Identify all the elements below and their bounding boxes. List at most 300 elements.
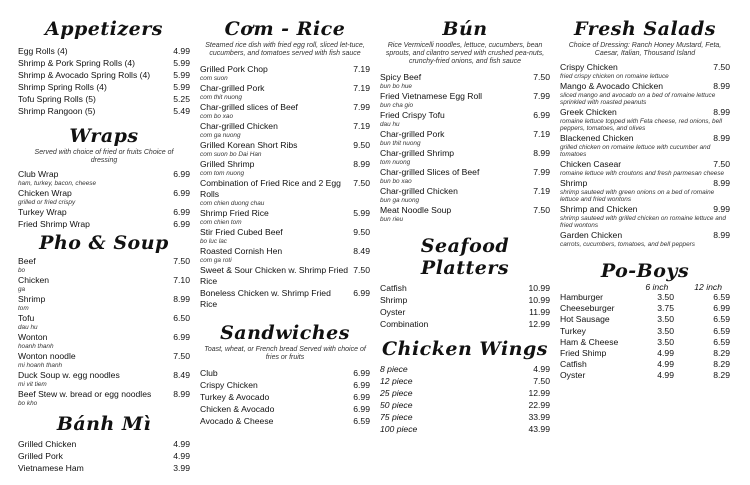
poboy-price-6inch: 4.99 (657, 348, 674, 359)
poboy-name: Hot Sausage (560, 314, 610, 325)
menu-item-name: Mango & Avocado Chicken (560, 81, 664, 91)
wings-list (380, 364, 550, 435)
menu-item-price: 8.99 (713, 81, 730, 91)
menu-item-name: Greek Chicken (560, 107, 617, 117)
poboy-price-12inch: 6.59 (713, 292, 730, 302)
menu-item-name: Grilled Korean Short Ribs (200, 140, 298, 150)
menu-item-row (18, 256, 190, 267)
menu-item-desc: bun bo xao (380, 178, 412, 185)
menu-item-name: 50 piece (380, 400, 413, 410)
menu-item-price: 4.99 (533, 364, 550, 374)
menu-item-name: Vietnamese Ham (18, 463, 84, 473)
menu-item-row (380, 283, 550, 294)
menu-item-price: 8.99 (173, 294, 190, 304)
poboy-name: Hamburger (560, 292, 603, 302)
menu-item-price: 7.50 (353, 178, 370, 188)
menu-item-name: Tofu Spring Rolls (5) (18, 94, 96, 104)
menu-item-name: Chicken Casear (560, 159, 622, 169)
poboy-price-6inch: 3.75 (657, 303, 674, 314)
menu-item-price: 8.99 (713, 178, 730, 188)
menu-item-price: 7.99 (353, 102, 370, 112)
menu-item-price: 7.50 (173, 351, 190, 361)
column-1 (18, 0, 190, 475)
menu-item (18, 389, 190, 407)
poboy-price-6inch: 4.99 (657, 370, 674, 381)
salads-heading: Fresh Salads (574, 18, 716, 40)
menu-item (380, 148, 550, 166)
menu-item-desc: sliced mango and avocado on a bed of romaine lettuce sprinkled with roasted peanuts (560, 92, 716, 106)
menu-item-name: Crispy Chicken (560, 62, 618, 72)
menu-item (200, 416, 370, 427)
menu-item-desc: com chien duong chau (200, 200, 265, 207)
poboy-row (560, 337, 730, 348)
menu-item (380, 186, 550, 204)
menu-item-price: 4.99 (173, 46, 190, 56)
menu-item-price: 6.99 (533, 110, 550, 120)
menu-item (560, 204, 730, 229)
menu-item-desc: mi hoanh thanh (18, 362, 63, 369)
menu-item-name: 8 piece (380, 364, 408, 374)
menu-item-price: 9.99 (713, 204, 730, 214)
menu-item-name: Stir Fried Cubed Beef (200, 227, 283, 237)
menu-item (380, 307, 550, 318)
menu-item-desc: tom nuong (380, 159, 411, 166)
menu-item-price: 7.19 (353, 64, 370, 74)
menu-item-price: 8.99 (353, 159, 370, 169)
menu-item-name: Grilled Pork Chop (200, 64, 268, 74)
menu-item-name: Chicken (18, 275, 50, 285)
menu-item-row (200, 178, 370, 200)
menu-item-desc: hoanh thanh (18, 343, 54, 350)
menu-item-name: Combination (380, 319, 429, 329)
menu-item (18, 332, 190, 350)
menu-item-row (200, 416, 370, 427)
menu-item-price: 7.50 (173, 256, 190, 266)
seafood-heading: Seafood Platters (420, 235, 510, 279)
poboy-row (560, 359, 730, 370)
menu-item-name: 25 piece (380, 388, 413, 398)
menu-item-price: 7.19 (533, 186, 550, 196)
menu-item-name: Spicy Beef (380, 72, 422, 82)
poboy-price-6inch: 3.50 (657, 292, 674, 302)
menu-item-price: 6.99 (353, 380, 370, 390)
menu-item-row (200, 265, 370, 287)
poboy-name: Fried Shimp (560, 348, 607, 359)
menu-item-name: Roasted Cornish Hen (200, 246, 283, 256)
menu-item-name: Crispy Chicken (200, 380, 258, 390)
menu-item-price: 6.59 (353, 416, 370, 426)
menu-item-row (380, 110, 550, 121)
menu-item-price: 11.99 (529, 307, 550, 317)
menu-item-name: Chicken Wrap (18, 188, 72, 198)
column-2 (200, 0, 370, 428)
menu-item-row (380, 72, 550, 83)
menu-item-name: Char-grilled Pork (200, 83, 265, 93)
menu-item-row (18, 207, 190, 218)
sandwiches-list (200, 368, 370, 427)
poboy-name: Ham & Cheese (560, 336, 619, 347)
menu-item-name: Char-grilled Slices of Beef (380, 167, 480, 177)
menu-item-name: Fried Vietnamese Egg Roll (380, 91, 483, 101)
menu-item (380, 72, 550, 90)
menu-item-price: 7.50 (713, 62, 730, 72)
menu-item-row (200, 246, 370, 257)
menu-item-row (380, 129, 550, 140)
menu-item-name: 75 piece (380, 412, 413, 422)
column-3 (380, 0, 550, 436)
menu-item-name: Beef Stew w. bread or egg noodles (18, 389, 152, 399)
menu-item-desc: dau hu (380, 121, 400, 128)
menu-item (18, 351, 190, 369)
menu-item-price: 7.19 (533, 129, 550, 139)
menu-item-row (560, 133, 730, 144)
menu-item (18, 188, 190, 206)
menu-item (380, 283, 550, 294)
menu-item (18, 82, 190, 93)
menu-item-desc: grilled or fried crispy (18, 199, 76, 206)
menu-item-price: 8.99 (713, 133, 730, 143)
menu-item-desc: com suon bo Dai Han (200, 151, 262, 158)
poboy-price-12inch: 8.29 (713, 359, 730, 370)
menu-item-price: 8.99 (713, 230, 730, 240)
menu-item-price: 7.50 (533, 376, 550, 386)
appetizers-heading: Appetizers (45, 18, 163, 40)
menu-item-price: 6.99 (173, 332, 190, 342)
menu-item (380, 295, 550, 306)
menu-item-price: 5.49 (173, 106, 190, 116)
menu-item-price: 6.99 (173, 219, 190, 229)
menu-item-price: 12.99 (528, 319, 550, 329)
menu-item (380, 412, 550, 423)
menu-item-row (380, 400, 550, 411)
menu-item (200, 368, 370, 379)
menu-item-name: Turkey & Avocado (200, 392, 270, 402)
menu-item-name: Fried Crispy Tofu (380, 110, 445, 120)
menu-item-name: Char-grilled Shrimp (380, 148, 455, 158)
bun-heading: Bún (442, 18, 488, 40)
menu-item-row (560, 230, 730, 241)
menu-item-row (560, 62, 730, 73)
menu-item-name: Avocado & Cheese (200, 416, 274, 426)
menu-item-price: 9.50 (353, 227, 370, 237)
menu-item-row (18, 46, 190, 57)
menu-item-desc: com ga nuong (200, 132, 241, 139)
comrice-subtitle: Steamed rice dish with fried egg roll, sliced let-tuce, cucumbers, and tomatoes served with fish sauce (205, 42, 365, 57)
menu-item-name: Turkey Wrap (18, 207, 67, 217)
menu-item-price: 7.50 (533, 205, 550, 215)
menu-item-desc: carrots, cucumbers, tomatoes, and bell peppers (560, 241, 695, 248)
menu-item-desc: com thit nuong (200, 94, 242, 101)
menu-item-price: 6.99 (353, 368, 370, 378)
poboy-price-6inch: 4.99 (657, 359, 674, 370)
menu-item (200, 208, 370, 226)
menu-item-desc: com chien tom (200, 219, 242, 226)
menu-item-desc: romaine lettuce with croutons and fresh parmesan cheese (560, 170, 725, 177)
wraps-heading: Wraps (69, 125, 139, 147)
menu-item-row (200, 140, 370, 151)
menu-item-name: Wonton noodle (18, 351, 76, 361)
menu-item-name: Char-grilled slices of Beef (200, 102, 298, 112)
menu-item (560, 62, 730, 80)
comrice-heading: Cơm - Rice (224, 18, 346, 40)
poboy-row (560, 314, 730, 325)
menu-item (18, 451, 190, 462)
menu-item-price: 7.19 (353, 121, 370, 131)
menu-item (380, 400, 550, 411)
menu-item-desc: tom (18, 305, 29, 312)
menu-item-row (380, 186, 550, 197)
menu-item-price: 5.25 (173, 94, 190, 104)
menu-item-name: Fried Shrimp Wrap (18, 219, 90, 229)
menu-item-row (200, 83, 370, 94)
menu-item-price: 4.99 (173, 451, 190, 461)
menu-item-name: Char-grilled Chicken (380, 186, 458, 196)
menu-item-price: 5.99 (173, 82, 190, 92)
menu-item (200, 102, 370, 120)
menu-item-name: Sweet & Sour Chicken w. Shrimp Fried Rice (200, 265, 349, 286)
menu-item (380, 319, 550, 330)
menu-item-desc: com tom nuong (200, 170, 245, 177)
menu-item (18, 58, 190, 69)
menu-item-row (560, 204, 730, 215)
sandwiches-heading: Sandwiches (220, 322, 350, 344)
poboy-price-12inch: 6.59 (713, 336, 730, 347)
menu-item-price: 6.99 (173, 169, 190, 179)
wraps-subtitle: Served with choice of fried or fruits Choice of dressing (34, 149, 174, 164)
menu-item-desc: com suon (200, 75, 228, 82)
comrice-list (200, 64, 370, 310)
poboy-price-6inch: 3.50 (657, 325, 674, 336)
banhmi-heading: Bánh Mì (56, 413, 152, 435)
menu-item (380, 205, 550, 223)
menu-item-price: 7.19 (353, 83, 370, 93)
menu-item (200, 227, 370, 245)
menu-item-name: Shrimp Rangoon (5) (18, 106, 96, 116)
menu-item-row (560, 178, 730, 189)
menu-item-name: Duck Soup w. egg noodles (18, 370, 120, 380)
menu-item-price: 6.99 (173, 207, 190, 217)
menu-item-price: 5.99 (353, 208, 370, 218)
menu-item-desc: bo kho (18, 400, 38, 407)
menu-item-price: 8.49 (173, 370, 190, 380)
poboys-heading: Po-Boys (600, 260, 690, 282)
menu-item-row (200, 392, 370, 403)
menu-item-row (18, 294, 190, 305)
menu-item-row (380, 295, 550, 306)
menu-item-name: Club (200, 368, 218, 378)
menu-item-desc: com ga roti (200, 257, 232, 264)
menu-item (560, 178, 730, 203)
menu-item-row (380, 364, 550, 375)
menu-item-row (200, 102, 370, 113)
menu-item (18, 463, 190, 474)
menu-item-row (18, 451, 190, 462)
menu-item (200, 159, 370, 177)
menu-item (560, 133, 730, 158)
poboy-row (560, 303, 730, 314)
menu-item-price: 6.50 (173, 313, 190, 323)
menu-item-row (200, 64, 370, 75)
poboy-name: Turkey (560, 325, 586, 336)
menu-item-name: Wonton (18, 332, 48, 342)
poboy-name: Oyster (560, 370, 586, 381)
menu-item-price: 8.49 (353, 246, 370, 256)
menu-item (380, 91, 550, 109)
menu-item-row (18, 463, 190, 474)
menu-item-price: 7.50 (353, 265, 370, 275)
menu-item (200, 404, 370, 415)
menu-item-price: 6.99 (353, 404, 370, 414)
menu-item (200, 140, 370, 158)
salads-subtitle: Choice of Dressing: Ranch Honey Mustard, Feta, Caesar, Italian, Thousand Island (568, 42, 722, 57)
menu-item (200, 288, 370, 310)
menu-item (200, 265, 370, 287)
menu-item-desc: shrimp sauteed with green onions on a bed of romaine lettuce and fried wontons (560, 189, 715, 203)
poboys-col-12inch: 12 inch (694, 282, 722, 292)
menu-item-desc: bun cha gio (380, 102, 414, 109)
menu-item (200, 178, 370, 207)
menu-item (560, 81, 730, 106)
poboy-price-12inch: 8.29 (713, 370, 730, 381)
menu-item (18, 275, 190, 293)
menu-item-price: 6.99 (353, 288, 370, 298)
menu-item-price: 7.99 (533, 167, 550, 177)
salads-list (560, 62, 730, 248)
menu-item-desc: bo luc lac (200, 238, 227, 245)
menu-item-row (18, 169, 190, 180)
menu-item (18, 439, 190, 450)
menu-item-name: Tofu (18, 313, 35, 323)
menu-item-name: Shrimp and Chicken (560, 204, 638, 214)
poboy-price-12inch: 6.99 (713, 303, 730, 314)
poboy-price-12inch: 8.29 (713, 348, 730, 359)
bun-subtitle: Rice Vermicelli noodles, lettuce, cucumbers, bean sprouts, and cilantro served with crushed pea-nuts, crunchy-fried onions, and fish sauce (385, 42, 545, 65)
poboy-row (560, 370, 730, 381)
appetizers-list (18, 46, 190, 117)
seafood-list (380, 283, 550, 330)
menu-item-name: Blackened Chicken (560, 133, 634, 143)
menu-item-desc: shrimp sauteed with grilled chicken on romaine lettuce and fried wontons (560, 215, 726, 229)
menu-item-row (380, 412, 550, 423)
menu-item-name: 100 piece (380, 424, 418, 434)
menu-item-name: Shrimp Spring Rolls (4) (18, 82, 107, 92)
menu-item-row (200, 121, 370, 132)
menu-item-price: 3.99 (173, 463, 190, 473)
menu-item (18, 294, 190, 312)
column-4 (560, 0, 730, 382)
menu-item-desc: bun rieu (380, 216, 404, 223)
menu-item-price: 6.99 (173, 188, 190, 198)
menu-item-price: 10.99 (528, 295, 550, 305)
menu-item (380, 110, 550, 128)
menu-item-name: Shrimp Fried Rice (200, 208, 269, 218)
menu-item-row (560, 107, 730, 118)
menu-item-row (18, 389, 190, 400)
menu-item-row (380, 424, 550, 435)
menu-item (380, 424, 550, 435)
menu-item-desc: romaine lettuce topped with Feta cheese, red onions, bell peppers, tomatoes, and olives (560, 118, 722, 132)
menu-item-name: Char-grilled Pork (380, 129, 445, 139)
menu-item (18, 94, 190, 105)
menu-item-row (560, 159, 730, 170)
menu-item-row (18, 313, 190, 324)
menu-item (200, 392, 370, 403)
menu-item-row (200, 159, 370, 170)
menu-item-name: Beef (18, 256, 36, 266)
menu-item-row (18, 82, 190, 93)
menu-item-row (380, 388, 550, 399)
poboy-name: Cheeseburger (560, 303, 615, 314)
menu-item-row (380, 319, 550, 330)
menu-item-price: 7.50 (533, 72, 550, 82)
menu-item-name: Garden Chicken (560, 230, 623, 240)
menu-item-price: 4.99 (173, 439, 190, 449)
menu-item (200, 83, 370, 101)
menu-item-row (200, 404, 370, 415)
poboys-size-header (560, 282, 730, 292)
menu-item-row (380, 91, 550, 102)
menu-item-price: 12.99 (528, 388, 550, 398)
menu-item-price: 8.99 (713, 107, 730, 117)
menu-item (380, 129, 550, 147)
menu-item-price: 10.99 (528, 283, 550, 293)
menu-item-price: 5.99 (173, 70, 190, 80)
menu-item (380, 388, 550, 399)
menu-item-desc: fried crispy chicken on romaine lettuce (560, 73, 669, 80)
menu-item (560, 230, 730, 248)
menu-item-row (18, 275, 190, 286)
poboys-list (560, 292, 730, 382)
menu-item (200, 380, 370, 391)
menu-item-price: 9.50 (353, 140, 370, 150)
menu-item-row (200, 227, 370, 238)
menu-item-row (18, 219, 190, 230)
menu-item (18, 106, 190, 117)
menu-item-name: Oyster (380, 307, 406, 317)
pho-heading: Pho & Soup (39, 232, 169, 254)
menu-item-row (18, 70, 190, 81)
menu-item-price: 22.99 (528, 400, 550, 410)
menu-item-row (200, 380, 370, 391)
menu-item (18, 207, 190, 218)
menu-item-price: 8.99 (173, 389, 190, 399)
menu-item (200, 121, 370, 139)
menu-item-name: Char-grilled Chicken (200, 121, 278, 131)
menu-item-desc: grilled chicken on romaine lettuce with cucumber and tomatoes (560, 144, 711, 158)
menu-item (18, 70, 190, 81)
menu-item-price: 7.99 (533, 91, 550, 101)
poboy-price-12inch: 6.59 (713, 314, 730, 325)
menu-item-row (380, 205, 550, 216)
menu-item (560, 107, 730, 132)
poboy-price-12inch: 6.59 (713, 325, 730, 336)
menu-item-price: 43.99 (528, 424, 550, 434)
menu-item-desc: ga (18, 286, 26, 293)
menu-item-name: 12 piece (380, 376, 413, 386)
menu-item-desc: mi vit tiem (18, 381, 47, 388)
menu-item-row (200, 368, 370, 379)
menu-item (18, 256, 190, 274)
wings-heading: Chicken Wings (382, 338, 548, 360)
menu-item-desc: bo (18, 267, 26, 274)
poboy-price-6inch: 3.50 (657, 314, 674, 325)
menu-item-name: Combination of Fried Rice and 2 Egg Rolls (200, 178, 341, 199)
poboy-price-6inch: 3.50 (657, 336, 674, 347)
menu-item-name: Shrimp & Avocado Spring Rolls (4) (18, 70, 151, 80)
menu-item-name: Grilled Chicken (18, 439, 77, 449)
menu-item (380, 167, 550, 185)
menu-item-row (380, 167, 550, 178)
